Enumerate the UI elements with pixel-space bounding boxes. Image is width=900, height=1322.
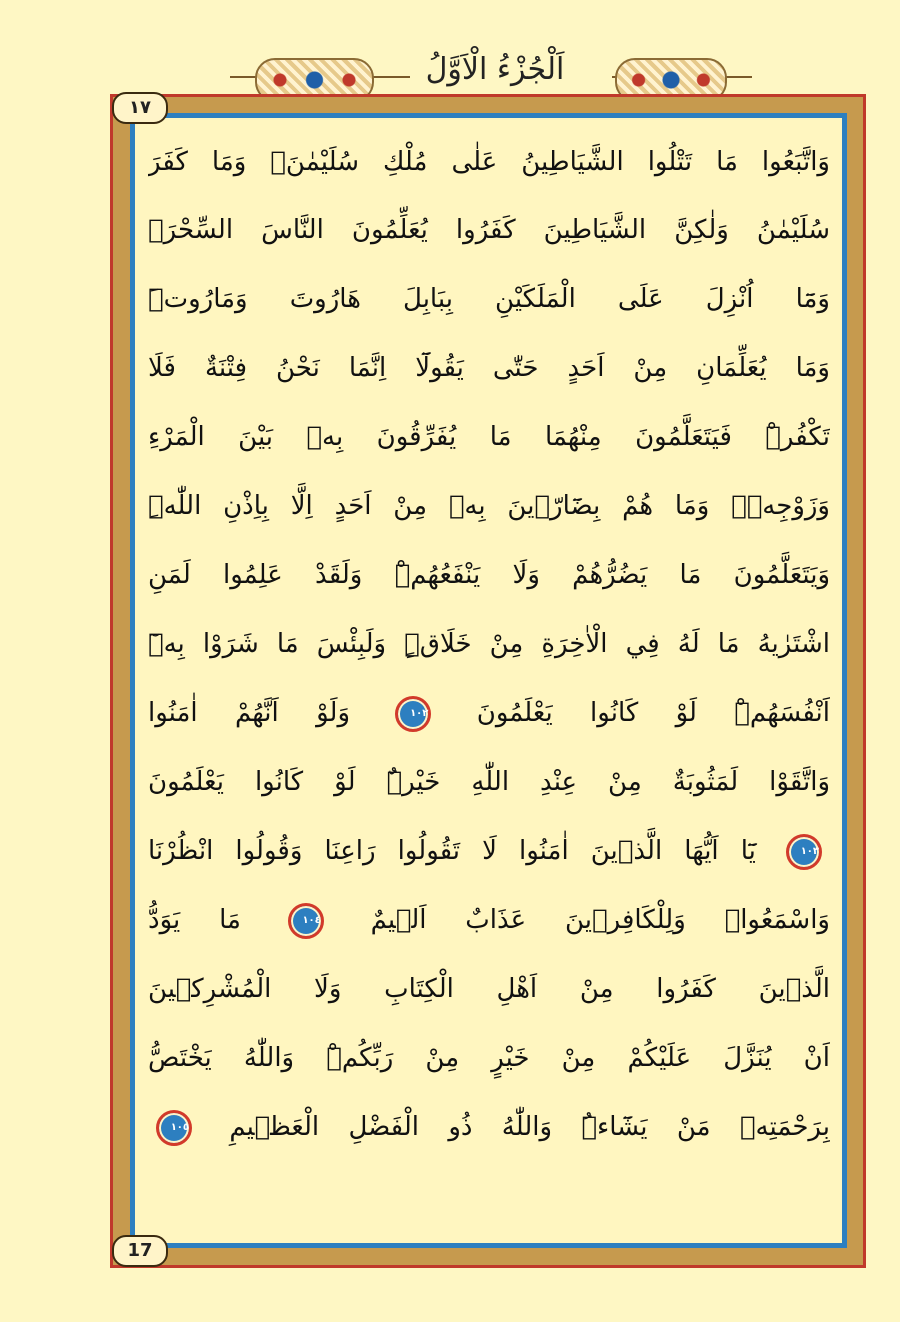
line-text: وَاتَّقَوْا لَمَثُوبَةٌ مِنْ عِنْدِ اللّٰهِ خَيْرٌۜ لَوْ كَانُوا يَعْلَمُونَ [148, 767, 830, 797]
verse-line-4 [148, 334, 830, 402]
verse-line-6 [148, 472, 830, 540]
line-text: مَا يَوَدُّ [148, 905, 241, 935]
verse-line-13 [148, 955, 830, 1023]
verse-line-7 [148, 541, 830, 609]
verse-line-1 [148, 128, 830, 196]
page-number-top: ١٧ [112, 92, 168, 124]
verse-line-10 [148, 748, 830, 816]
line-text: بِرَحْمَتِه۪ مَنْ يَشَٓاءُۜ وَاللّٰهُ ذُو الْفَضْلِ الْعَظ۪يمِ [229, 1112, 830, 1142]
line-text: تَكْفُرْۜ فَيَتَعَلَّمُونَ مِنْهُمَا مَا يُفَرِّقُونَ بِه۪ بَيْنَ الْمَرْءِ [148, 422, 830, 452]
page-number-bottom: 17 [112, 1235, 168, 1267]
verse-line-15 [148, 1093, 830, 1161]
verse-line-12 [148, 886, 830, 954]
verse-line-14 [148, 1024, 830, 1092]
line-text: وَمَا يُعَلِّمَانِ مِنْ اَحَدٍ حَتّٰى يَقُولَٓا اِنَّمَا نَحْنُ فِتْنَةٌ فَلَا [148, 353, 830, 383]
verse-line-5 [148, 403, 830, 471]
line-text: الَّذ۪ينَ كَفَرُوا مِنْ اَهْلِ الْكِتَابِ وَلَا الْمُشْرِك۪ينَ [148, 974, 830, 1004]
line-text: وَيَتَعَلَّمُونَ مَا يَضُرُّهُمْ وَلَا يَنْفَعُهُمْۜ وَلَقَدْ عَلِمُوا لَمَنِ [148, 560, 830, 590]
juz-title: اَلْجُزْءُ الْاَوَّلُ [425, 52, 565, 87]
line-text: يَٓا اَيُّهَا الَّذ۪ينَ اٰمَنُوا لَا تَقُولُوا رَاعِنَا وَقُولُوا انْظُرْنَا [148, 836, 756, 866]
line-text: اَنْفُسَهُمْۜ لَوْ كَانُوا يَعْلَمُونَ [476, 698, 830, 728]
verse-line-3 [148, 265, 830, 333]
verse-number-marker: ١٠٤ [288, 903, 324, 939]
verse-line-9 [148, 679, 830, 747]
verse-number-marker: ١٠٢ [395, 696, 431, 732]
verse-line-11 [148, 817, 830, 885]
verse-number-marker: ١٠٥ [156, 1110, 192, 1146]
line-text: اشْتَرٰيهُ مَا لَهُ فِي الْاٰخِرَةِ مِنْ خَلَاقٍۜ وَلَبِئْسَ مَا شَرَوْا بِه۪ٓ [148, 629, 830, 659]
line-text: وَزَوْجِه۪ۜ وَمَا هُمْ بِضَٓارّ۪ينَ بِه۪ مِنْ اَحَدٍ اِلَّا بِاِذْنِ اللّٰهِۜ [148, 491, 830, 521]
line-text: وَمَٓا اُنْزِلَ عَلَى الْمَلَكَيْنِ بِبَابِلَ هَارُوتَ وَمَارُوتَۜ [148, 284, 830, 314]
verse-line-8 [148, 610, 830, 678]
line-text: سُلَيْمٰنُ وَلٰكِنَّ الشَّيَاطِينَ كَفَرُوا يُعَلِّمُونَ النَّاسَ السِّحْرَۗ [148, 215, 830, 245]
line-text: وَاتَّبَعُوا مَا تَتْلُوا الشَّيَاطِينُ عَلٰى مُلْكِ سُلَيْمٰنَۚ وَمَا كَفَرَ [148, 147, 830, 177]
verse-text [148, 128, 830, 1233]
line-text: وَاسْمَعُواۜ وَلِلْكَافِر۪ينَ عَذَابٌ اَل۪يمٌ [370, 905, 830, 935]
verse-line-2 [148, 196, 830, 264]
line-text: وَلَوْ اَنَّهُمْ اٰمَنُوا [148, 698, 351, 728]
line-text: اَنْ يُنَزَّلَ عَلَيْكُمْ مِنْ خَيْرٍ مِنْ رَبِّكُمْۜ وَاللّٰهُ يَخْتَصُّ [148, 1043, 830, 1073]
verse-number-marker: ١٠٣ [786, 834, 822, 870]
